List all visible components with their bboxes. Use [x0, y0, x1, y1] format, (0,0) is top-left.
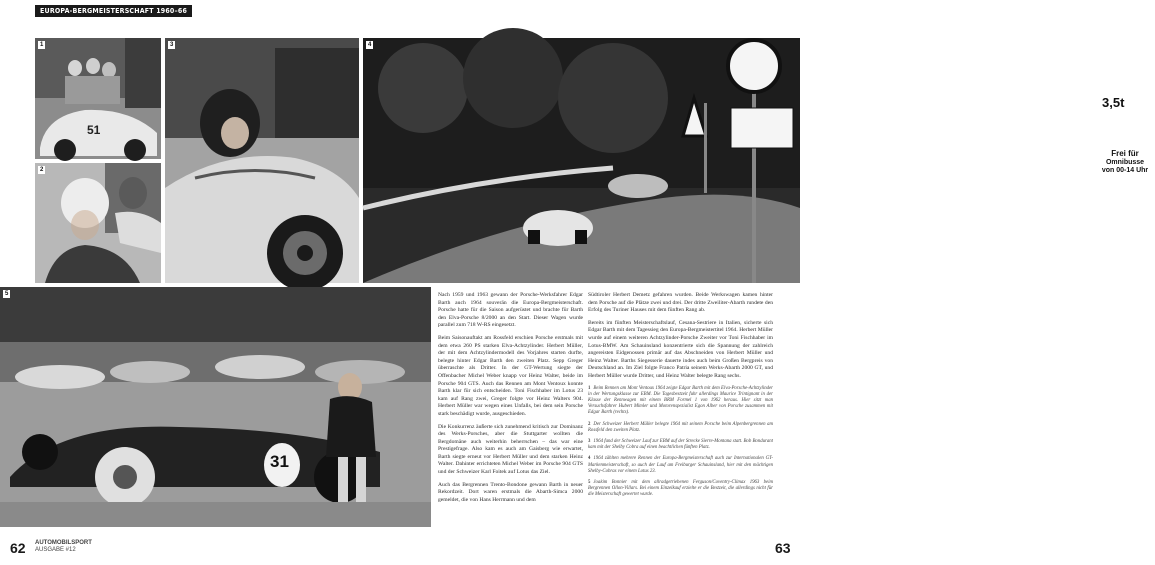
caption: [588, 386, 773, 417]
weight-limit-sign: 3,5t: [1102, 95, 1125, 110]
caption-number: 3: [588, 438, 591, 444]
car-number: 31: [270, 452, 289, 471]
photo-2: [35, 163, 161, 283]
section-label: EUROPA-BERGMEISTERSCHAFT 1960–66: [35, 5, 192, 17]
svg-text:51: 51: [87, 123, 101, 137]
caption-number: 1: [588, 385, 591, 391]
caption-number: 5: [588, 479, 591, 485]
page-number-left: 62: [10, 540, 26, 556]
photo-number: 1: [40, 42, 44, 48]
caption-text: Beim Rennen am Mont Ventoux 1964 zeigte Edgar Barth mit dem Elva-Porsche-Achtzylinder in der Wertungsklasse zur EBM. Die Tagesbestzeit fuhr allerdings Maurice Trintignant in der Klasse der Rennwagen mit einem BRM Formel 1 von 1962 heraus. Hier sitzt man Versuchsfahrer Hubert Mimler und Motorenspezialist Egon Alber von Porsche zusammen mit Edgar Barth (rechts).: [588, 385, 773, 416]
caption-text: 1964 zählten mehrere Rennen der Europa-Bergmeisterschaft auch zur Internationalen GT-Markenmeisterschaft, so auch der Lauf am Freiburger Schauinsland, hier mit den mächtigen Shelby-Cobras vor einem Lotus 23.: [588, 456, 773, 474]
caption: [588, 480, 773, 499]
caption-text: 1964 fand der Schweizer Lauf zur EBM auf der Strecke Sierre-Montana statt. Bob Bondurant kam mit der Shelby Cobra auf einen beachtlichen fünften Platz.: [588, 438, 773, 451]
caption: [588, 456, 773, 475]
caption-text: Der Schweizer Herbert Müller belegte 1964 mit seinem Porsche beim Alpenbergrennen am Rossfeld den zweiten Platz.: [588, 421, 773, 433]
bus-notice-sign: [1095, 150, 1155, 176]
article-column-2: [588, 292, 773, 504]
caption: [588, 439, 773, 451]
bus-notice-line: Frei für: [1111, 149, 1139, 158]
bus-notice-line: von 00-14 Uhr: [1101, 167, 1149, 174]
photo-1: [35, 38, 161, 159]
photo-5: [0, 287, 431, 527]
paragraph: Bereits im fünften Meisterschaftslauf, Cesana-Sestriere in Italien, sicherte sich Edgar Barth mit dem Tagessieg den Europa-Bergmeistertitel 1964. Herbert Müller wurde auf einem weiteren Achtzylinder-Porsche Zweiter vor Toni Fischhaber im Lotus-BMW. Am Schauinsland konzentrierte sich die Spannung der zahlreich angereisten Eidgenossen primär auf das Abschneiden von Herbert Müller und Heinz Walter. Barths Siegesserie dauerte indes auch beim Großen Bergpreis von Deutschland an. Im Ziel folgte Franco Patria seinem Werks-Abarth 2000 GT, und Herbert Müller wurde Dritter, und Heinz Walter belegte Rang sechs.: [588, 319, 773, 379]
caption-number: 2: [588, 421, 591, 427]
page-number-right: 63: [775, 540, 791, 556]
caption: [588, 422, 773, 434]
paragraph: Auch das Bergrennen Trento-Bondone gewann Barth in neuer Rekordzeit. Dort waren erstmals die Abarth-Simca 2000 gemeldet, die von Hans Herrmann und dem: [438, 481, 583, 503]
paragraph: Beim Saisonauftakt am Rossfeld erschien Porsche erstmals mit dem etwa 260 PS starken Elva-Achtzylinder. Herbert Müller, der mit dem Achtzylindermodell des Vorjahres starten durfte, belegte hinter Edgar Barth den zweiten Platz. Sepp Greger überraschte als Dritter. In der GT-Wertung siegte der Offenbacher Michel Weber knapp vor Heinz Walter, beide im Porsche 904 GTS. Auch das Rennen am Mont Ventoux konnte Barth klar für sich entscheiden. Toni Fischhaber im Lotus 23 kam auf Rang zwei, Greger folgte vor Heinz Walters 904. Herbert Müller war wegen eines Unfalls, bei dem sein Porsche stark beschädigt wurde, ausgeschieden.: [438, 334, 583, 417]
paragraph: Südtiroler Herbert Demetz gefahren wurden. Beide Werkswagen kamen hinter dem Porsche auf die Plätze zwei und drei. Der dritte Zweiliter-Abarth rundete den Erfolg des Turiner Hauses mit dem fünften Rang ab.: [588, 292, 773, 314]
caption-text: Joakim Bonnier mit dem allradgetriebenen Ferguson/Coventry-Climax 1963 beim Bergrennen Ollon-Villars. Bei einem Einzelkauf erzielte er die Bestzeit, die allerdings nicht für die Meisterschaft gewertet wurde.: [588, 479, 773, 498]
photo-number: 2: [40, 167, 44, 173]
caption-number: 4: [588, 456, 591, 462]
brand-mark: [35, 540, 92, 554]
photo-number: 3: [170, 42, 174, 48]
paragraph: Nach 1959 und 1963 gewann der Porsche-Werksfahrer Edgar Barth auch 1964 souverän die Europa-Bergmeisterschaft. Porsche hatte für die Saison aufgerüstet und brachte für Barth den Elva-Porsche 8/2000 an den Start. Dieser Wagen wurde parallel zum 718 W-RS eingesetzt.: [438, 292, 583, 329]
bus-notice-line: Omnibusse: [1105, 158, 1145, 166]
brand-line: AUTOMOBILSPORT: [35, 540, 92, 546]
photo-number: 5: [5, 291, 9, 297]
photo-3: [165, 38, 359, 283]
photo-number: 4: [368, 42, 372, 48]
brand-line: AUSGABE #12: [35, 547, 76, 553]
article-column-1: [438, 292, 583, 509]
captions: [588, 386, 773, 499]
paragraph: Die Konkurrenz äußerte sich zunehmend kritisch zur Dominanz des Werks-Porsches, aber die Stuttgarter wollten die Bergdomäne auch weiterhin beherrschen – das war eine Prestigefrage. Also kam es auch am Gaisberg wie erwartet, Barth siegte erneut vor Herbert Müller und dem starken Heinz Walter. Dahinter errichteten Michel Weber im Porsche 904 GTS und der Schweizer Karl Foitek auf Lotus das Ziel.: [438, 423, 583, 476]
photo-4: [363, 38, 1149, 283]
